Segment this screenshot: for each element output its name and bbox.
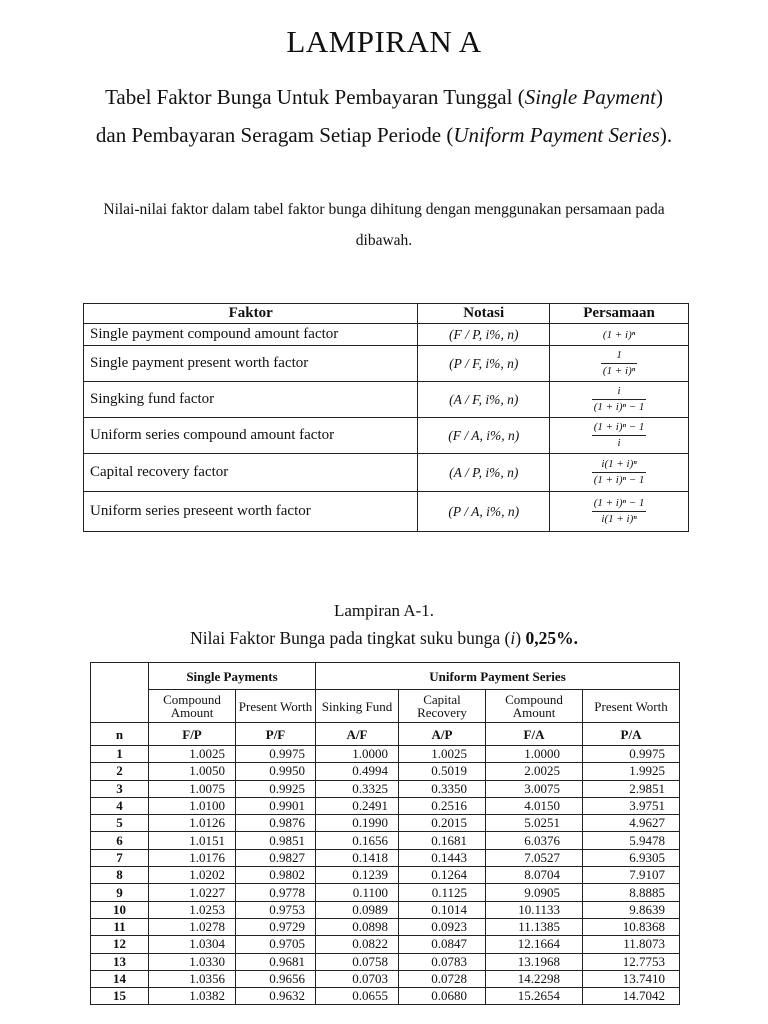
subheader-sinking-fund: Sinking Fund xyxy=(316,690,399,723)
factor-fp: 1.0278 xyxy=(149,918,236,935)
formula-header-faktor: Faktor xyxy=(84,304,418,324)
formula-row xyxy=(84,324,689,346)
table-row xyxy=(91,953,680,970)
period-n: 11 xyxy=(91,918,149,935)
factor-fp: 1.0382 xyxy=(149,988,236,1005)
formula-fraction xyxy=(592,421,647,450)
formula-equation: (1 + i)ⁿ xyxy=(602,328,636,341)
subtitle xyxy=(92,78,676,154)
subtitle-part3: ). xyxy=(659,123,673,147)
intro-text: Nilai-nilai faktor dalam tabel faktor bunga dihitung dengan menggunakan persamaan pada dibawah. xyxy=(103,201,665,249)
factor-pf: 0.9753 xyxy=(236,901,316,918)
symbol-n: n xyxy=(91,723,149,746)
formula-fraction xyxy=(592,385,647,414)
factor-pa: 1.9925 xyxy=(583,763,680,780)
factor-fp: 1.0100 xyxy=(149,797,236,814)
factor-fa: 15.2654 xyxy=(486,988,583,1005)
factor-af: 0.0898 xyxy=(316,918,399,935)
formula-persamaan xyxy=(550,418,689,454)
formula-numerator: 1 xyxy=(601,349,637,364)
factor-af: 0.1100 xyxy=(316,884,399,901)
table-row xyxy=(91,780,680,797)
factor-pa: 12.7753 xyxy=(583,953,680,970)
formula-numerator: (1 + i)ⁿ − 1 xyxy=(592,497,647,512)
factor-ap: 0.1014 xyxy=(399,901,486,918)
period-n: 4 xyxy=(91,797,149,814)
table-row xyxy=(91,970,680,987)
factor-fp: 1.0075 xyxy=(149,780,236,797)
factor-pf: 0.9729 xyxy=(236,918,316,935)
formula-persamaan xyxy=(550,454,689,492)
formula-persamaan xyxy=(550,346,689,382)
factor-fa: 14.2298 xyxy=(486,970,583,987)
table-row xyxy=(91,763,680,780)
symbol-ap: A/P xyxy=(399,723,486,746)
formula-notasi: (P / A, i%, n) xyxy=(418,492,550,532)
period-n: 3 xyxy=(91,780,149,797)
formula-row xyxy=(84,492,689,532)
formula-denominator: (1 + i)ⁿ xyxy=(602,365,636,377)
table-row xyxy=(91,988,680,1005)
symbol-pa: P/A xyxy=(583,723,680,746)
factor-ap: 0.2015 xyxy=(399,815,486,832)
subheader-compound-amount-series: Compound Amount xyxy=(486,690,583,723)
subtitle-part1: Tabel Faktor Bunga Untuk Pembayaran Tunggal ( xyxy=(105,85,525,109)
factor-fp: 1.0151 xyxy=(149,832,236,849)
formula-denominator: (1 + i)ⁿ − 1 xyxy=(593,474,645,486)
table-row xyxy=(91,832,680,849)
formula-faktor: Capital recovery factor xyxy=(84,454,418,492)
period-n: 14 xyxy=(91,970,149,987)
factor-fa: 4.0150 xyxy=(486,797,583,814)
formula-faktor: Uniform series compound amount factor xyxy=(84,418,418,454)
factor-table xyxy=(90,662,680,1005)
factor-af: 0.1656 xyxy=(316,832,399,849)
factor-pa: 13.7410 xyxy=(583,970,680,987)
factor-ap: 0.0783 xyxy=(399,953,486,970)
period-n: 9 xyxy=(91,884,149,901)
formula-notasi: (A / P, i%, n) xyxy=(418,454,550,492)
formula-denominator: i xyxy=(617,437,621,449)
factor-af: 0.0703 xyxy=(316,970,399,987)
factor-fp: 1.0330 xyxy=(149,953,236,970)
formula-row xyxy=(84,382,689,418)
factor-group-row xyxy=(91,663,680,690)
symbol-af: A/F xyxy=(316,723,399,746)
subtitle-part2: ) dan Pembayaran Seragam Setiap Periode ( xyxy=(95,85,663,147)
factor-ap: 0.0847 xyxy=(399,936,486,953)
factor-af: 0.2491 xyxy=(316,797,399,814)
factor-ap: 0.1125 xyxy=(399,884,486,901)
factor-af: 0.1990 xyxy=(316,815,399,832)
period-n: 12 xyxy=(91,936,149,953)
factor-fa: 2.0025 xyxy=(486,763,583,780)
group-uniform-payment-series: Uniform Payment Series xyxy=(316,663,680,690)
factor-fp: 1.0227 xyxy=(149,884,236,901)
formula-row xyxy=(84,346,689,382)
factor-fa: 3.0075 xyxy=(486,780,583,797)
section-title: Lampiran A-1. xyxy=(333,601,435,620)
period-n: 8 xyxy=(91,867,149,884)
formula-header-row xyxy=(84,304,689,324)
formula-persamaan xyxy=(550,492,689,532)
factor-ap: 0.3350 xyxy=(399,780,486,797)
factor-ap: 0.2516 xyxy=(399,797,486,814)
subheader-capital-recovery: Capital Recovery xyxy=(399,690,486,723)
period-n: 13 xyxy=(91,953,149,970)
section-subtitle xyxy=(0,628,768,649)
formula-faktor: Single payment compound amount factor xyxy=(84,324,418,346)
factor-pf: 0.9632 xyxy=(236,988,316,1005)
factor-pf: 0.9925 xyxy=(236,780,316,797)
factor-pf: 0.9802 xyxy=(236,867,316,884)
factor-fa: 13.1968 xyxy=(486,953,583,970)
factor-ap: 0.0923 xyxy=(399,918,486,935)
factor-af: 0.4994 xyxy=(316,763,399,780)
symbol-pf: P/F xyxy=(236,723,316,746)
factor-fp: 1.0126 xyxy=(149,815,236,832)
factor-subheader-row xyxy=(91,690,680,723)
period-n: 6 xyxy=(91,832,149,849)
factor-pf: 0.9851 xyxy=(236,832,316,849)
factor-fa: 5.0251 xyxy=(486,815,583,832)
factor-af: 0.1239 xyxy=(316,867,399,884)
formula-fraction xyxy=(601,349,637,378)
section-subtitle-prefix: Nilai Faktor Bunga pada tingkat suku bunga ( xyxy=(190,628,511,648)
subheader-compound-amount: Compound Amount xyxy=(149,690,236,723)
factor-af: 0.0822 xyxy=(316,936,399,953)
factor-pa: 14.7042 xyxy=(583,988,680,1005)
formula-faktor: Uniform series preseent worth factor xyxy=(84,492,418,532)
table-row xyxy=(91,918,680,935)
factor-af: 1.0000 xyxy=(316,746,399,763)
factor-pf: 0.9876 xyxy=(236,815,316,832)
section-subtitle-italic: i xyxy=(510,628,516,648)
formula-denominator: i(1 + i)ⁿ xyxy=(601,513,637,525)
formula-faktor: Single payment present worth factor xyxy=(84,346,418,382)
table-row xyxy=(91,867,680,884)
factor-fa: 7.0527 xyxy=(486,849,583,866)
factor-pa: 7.9107 xyxy=(583,867,680,884)
factor-pf: 0.9901 xyxy=(236,797,316,814)
table-row xyxy=(91,884,680,901)
factor-fp: 1.0025 xyxy=(149,746,236,763)
factor-af: 0.0989 xyxy=(316,901,399,918)
factor-fa: 9.0905 xyxy=(486,884,583,901)
formula-fraction xyxy=(592,497,647,526)
factor-pa: 3.9751 xyxy=(583,797,680,814)
subheader-present-worth: Present Worth xyxy=(236,690,316,723)
factor-corner-cell xyxy=(91,663,149,723)
table-row xyxy=(91,936,680,953)
factor-fa: 12.1664 xyxy=(486,936,583,953)
symbol-fp: F/P xyxy=(149,723,236,746)
formula-notasi: (A / F, i%, n) xyxy=(418,382,550,418)
factor-pa: 10.8368 xyxy=(583,918,680,935)
factor-symbol-row xyxy=(91,723,680,746)
group-single-payments: Single Payments xyxy=(149,663,316,690)
symbol-fa: F/A xyxy=(486,723,583,746)
factor-pf: 0.9827 xyxy=(236,849,316,866)
factor-pa: 6.9305 xyxy=(583,849,680,866)
formula-notasi: (P / F, i%, n) xyxy=(418,346,550,382)
formula-persamaan xyxy=(550,382,689,418)
factor-pf: 0.9950 xyxy=(236,763,316,780)
subheader-present-worth-series: Present Worth xyxy=(583,690,680,723)
table-row xyxy=(91,901,680,918)
subtitle-italic1: Single Payment xyxy=(524,85,656,109)
factor-af: 0.3325 xyxy=(316,780,399,797)
formula-numerator: (1 + i)ⁿ − 1 xyxy=(592,421,647,436)
factor-pf: 0.9778 xyxy=(236,884,316,901)
table-row xyxy=(91,797,680,814)
factor-fa: 8.0704 xyxy=(486,867,583,884)
period-n: 2 xyxy=(91,763,149,780)
factor-pa: 9.8639 xyxy=(583,901,680,918)
factor-fa: 10.1133 xyxy=(486,901,583,918)
formula-faktor: Singking fund factor xyxy=(84,382,418,418)
formula-notasi: (F / P, i%, n) xyxy=(418,324,550,346)
factor-ap: 0.1681 xyxy=(399,832,486,849)
factor-pa: 5.9478 xyxy=(583,832,680,849)
formula-table xyxy=(83,303,689,532)
formula-notasi: (F / A, i%, n) xyxy=(418,418,550,454)
factor-pf: 0.9975 xyxy=(236,746,316,763)
factor-pf: 0.9681 xyxy=(236,953,316,970)
factor-fa: 1.0000 xyxy=(486,746,583,763)
factor-ap: 0.1443 xyxy=(399,849,486,866)
factor-af: 0.1418 xyxy=(316,849,399,866)
formula-fraction xyxy=(592,458,647,487)
formula-denominator: (1 + i)ⁿ − 1 xyxy=(593,401,645,413)
formula-numerator: i xyxy=(592,385,647,400)
factor-pa: 8.8885 xyxy=(583,884,680,901)
factor-fp: 1.0356 xyxy=(149,970,236,987)
period-n: 10 xyxy=(91,901,149,918)
formula-persamaan xyxy=(550,324,689,346)
table-row xyxy=(91,815,680,832)
section-subtitle-mid: ) xyxy=(515,628,526,648)
factor-ap: 0.5019 xyxy=(399,763,486,780)
factor-fp: 1.0304 xyxy=(149,936,236,953)
subtitle-italic2: Uniform Payment Series xyxy=(453,123,660,147)
factor-pa: 0.9975 xyxy=(583,746,680,763)
period-n: 7 xyxy=(91,849,149,866)
formula-header-persamaan: Persamaan xyxy=(550,304,689,324)
page-title: LAMPIRAN A xyxy=(286,24,482,59)
factor-pa: 4.9627 xyxy=(583,815,680,832)
factor-pf: 0.9656 xyxy=(236,970,316,987)
table-row xyxy=(91,746,680,763)
factor-pa: 2.9851 xyxy=(583,780,680,797)
factor-pf: 0.9705 xyxy=(236,936,316,953)
table-row xyxy=(91,849,680,866)
factor-fa: 11.1385 xyxy=(486,918,583,935)
factor-ap: 1.0025 xyxy=(399,746,486,763)
factor-fp: 1.0253 xyxy=(149,901,236,918)
formula-row xyxy=(84,418,689,454)
factor-af: 0.0655 xyxy=(316,988,399,1005)
factor-pa: 11.8073 xyxy=(583,936,680,953)
factor-fp: 1.0050 xyxy=(149,763,236,780)
period-n: 15 xyxy=(91,988,149,1005)
factor-af: 0.0758 xyxy=(316,953,399,970)
factor-ap: 0.0680 xyxy=(399,988,486,1005)
formula-header-notasi: Notasi xyxy=(418,304,550,324)
period-n: 5 xyxy=(91,815,149,832)
factor-ap: 0.0728 xyxy=(399,970,486,987)
formula-row xyxy=(84,454,689,492)
factor-fp: 1.0176 xyxy=(149,849,236,866)
period-n: 1 xyxy=(91,746,149,763)
factor-fp: 1.0202 xyxy=(149,867,236,884)
factor-fa: 6.0376 xyxy=(486,832,583,849)
section-subtitle-rate: 0,25%. xyxy=(525,628,578,648)
factor-ap: 0.1264 xyxy=(399,867,486,884)
formula-numerator: i(1 + i)ⁿ xyxy=(592,458,647,473)
